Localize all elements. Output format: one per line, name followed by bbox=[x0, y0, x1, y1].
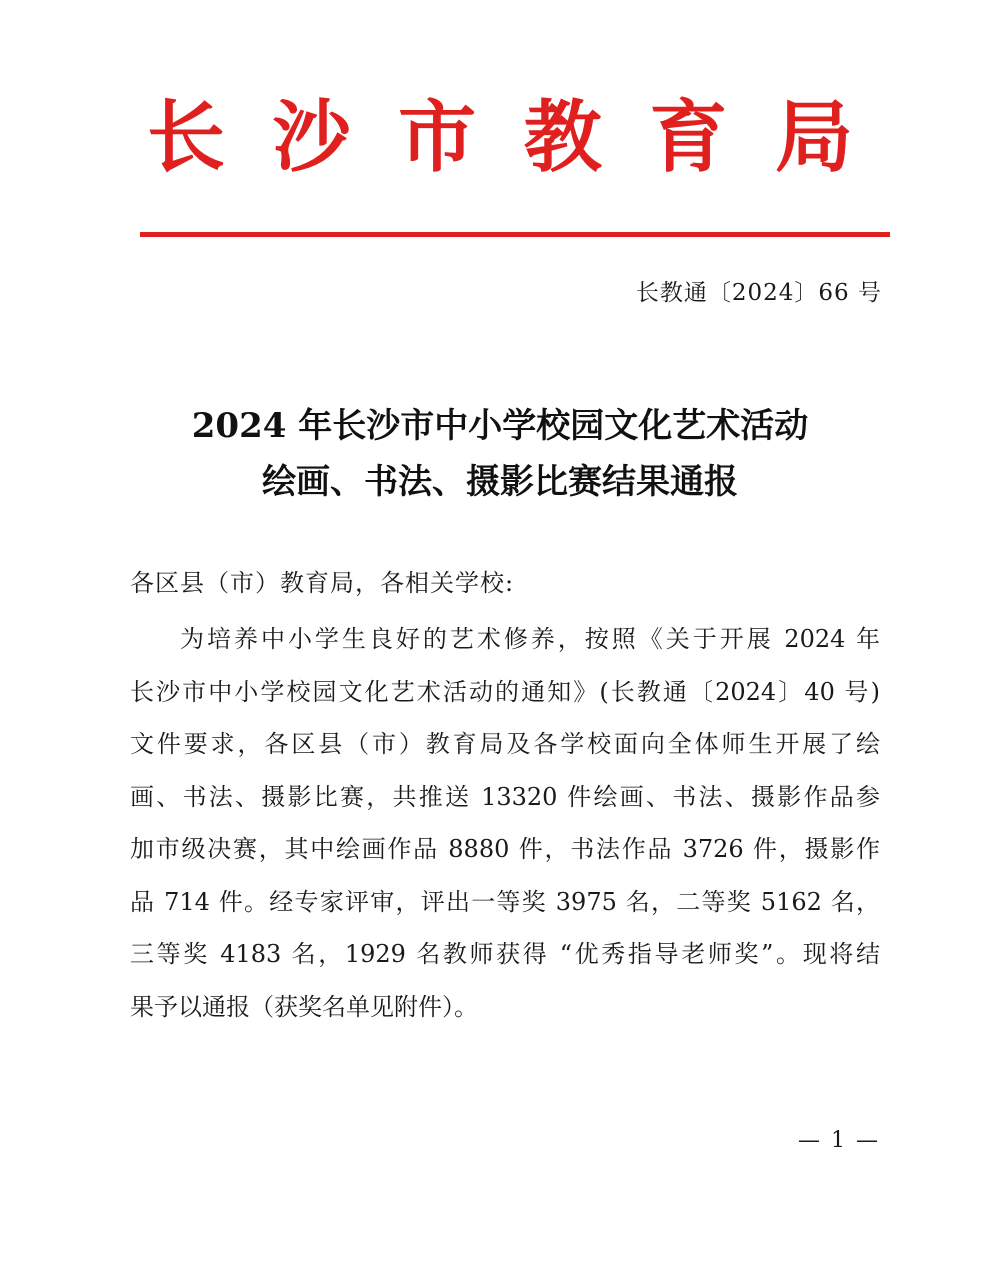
issuing-authority-masthead bbox=[140, 88, 860, 188]
body-line: 长沙市中小学校园文化艺术活动的通知》(长教通〔2024〕40 号) bbox=[130, 677, 880, 706]
salutation: 各区县（市）教育局，各相关学校: bbox=[130, 569, 515, 597]
masthead-char: 市 bbox=[398, 92, 477, 183]
body-line: 三等奖 4183 名，1929 名教师获得 “优秀指导老师奖”。现将结 bbox=[130, 940, 880, 968]
body-line: 加市级决赛，其中绘画作品 8880 件，书法作品 3726 件，摄影作 bbox=[130, 835, 880, 863]
document-title bbox=[0, 398, 1000, 510]
red-divider-line bbox=[140, 232, 890, 237]
masthead-char: 局 bbox=[774, 92, 853, 183]
body-paragraph bbox=[130, 613, 880, 1033]
body-line: 果予以通报（获奖名单见附件）。 bbox=[130, 992, 478, 1021]
document-number: 长教通〔2024〕66 号 bbox=[635, 280, 882, 306]
title-line-1: 2024 年长沙市中小学校园文化艺术活动 bbox=[191, 406, 809, 446]
page-number: — 1 — bbox=[798, 1128, 880, 1153]
masthead-char: 育 bbox=[649, 92, 728, 183]
body-line: 为培养中小学生良好的艺术修养，按照《关于开展 2024 年 bbox=[180, 625, 880, 653]
body-line: 品 714 件。经专家评审，评出一等奖 3975 名，二等奖 5162 名， bbox=[130, 887, 880, 916]
masthead-char: 沙 bbox=[272, 92, 351, 183]
masthead-char: 长 bbox=[146, 92, 225, 183]
body-line: 文件要求，各区县（市）教育局及各学校面向全体师生开展了绘 bbox=[130, 730, 880, 758]
masthead-char: 教 bbox=[523, 92, 602, 183]
body-line: 画、书法、摄影比赛，共推送 13320 件绘画、书法、摄影作品参 bbox=[130, 782, 880, 811]
title-line-2: 绘画、书法、摄影比赛结果通报 bbox=[262, 462, 738, 502]
